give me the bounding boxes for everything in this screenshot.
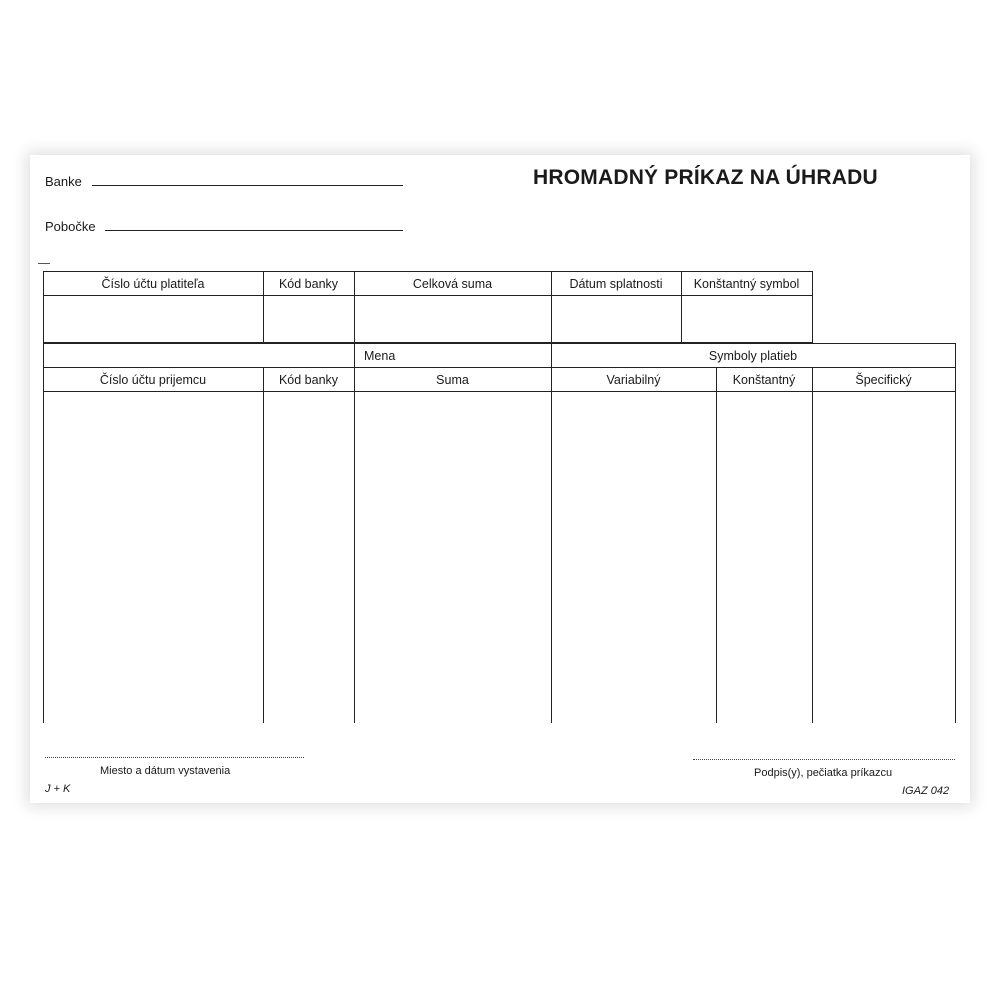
header-total-sum: Celková suma [412,277,493,291]
currency-cell[interactable] [44,344,354,367]
payer-bank-code-cell[interactable] [264,296,354,342]
header-constant: Konštantný [732,373,796,387]
signature-field[interactable] [693,759,955,760]
bank-label: Banke [45,174,82,189]
bank-field[interactable] [92,185,403,186]
header-due-date: Dátum splatnosti [569,277,663,291]
header-payer-account: Číslo účtu platiteľa [101,277,205,291]
currency-label: Mena [364,349,396,363]
form-code: IGAZ 042 [902,785,950,797]
payment-order-form [30,155,970,803]
total-sum-cell[interactable] [355,296,551,342]
header-payer-bank-code: Kód banky [278,277,339,291]
header-payee-bank-code: Kód banky [278,373,339,387]
constant-symbol-cell[interactable] [682,296,812,342]
margin-mark [38,263,50,264]
place-date-field[interactable] [45,757,304,758]
place-date-label: Miesto a dátum vystavenia [100,765,231,777]
variable-symbol-column[interactable] [552,392,716,723]
constant-column[interactable] [717,392,812,723]
header-specific: Špecifický [855,373,912,387]
due-date-cell[interactable] [552,296,681,342]
header-variable-symbol: Variabilný [606,373,661,387]
header-payee-account: Číslo účtu prijemcu [99,373,207,387]
header-constant-symbol: Konštantný symbol [693,277,800,291]
specific-column[interactable] [813,392,955,723]
amount-column[interactable] [355,392,551,723]
branch-field[interactable] [105,230,403,231]
branch-label: Pobočke [45,219,96,234]
form-title: HROMADNÝ PRÍKAZ NA ÚHRADU [533,166,878,189]
publisher-mark: J + K [45,783,71,795]
signature-label: Podpis(y), pečiatka príkazcu [754,767,893,779]
payee-account-column[interactable] [44,392,263,723]
payee-bank-code-column[interactable] [264,392,354,723]
payer-account-cell[interactable] [44,296,263,342]
payment-symbols-label: Symboly platieb [708,349,798,363]
header-amount: Suma [436,373,469,387]
